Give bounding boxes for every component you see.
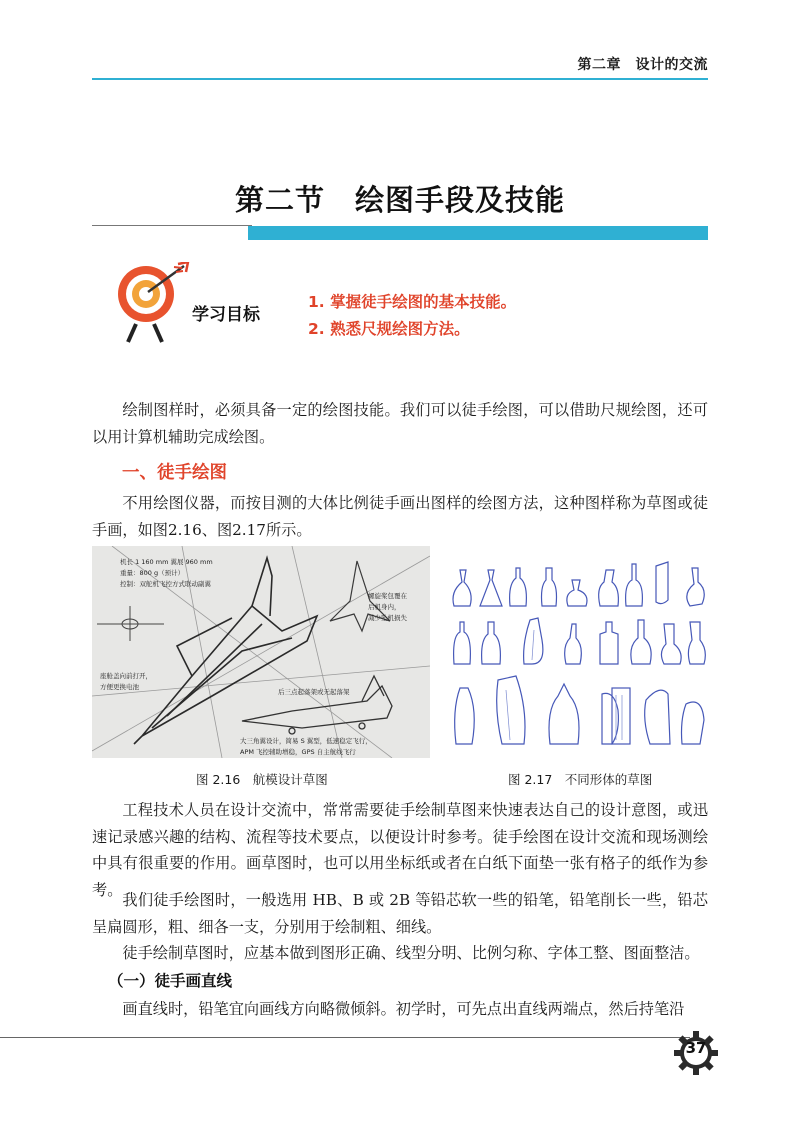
sketch-note: 大三角翼设计，简易 S 翼型，低速稳定飞行， — [240, 737, 372, 745]
target-icon — [118, 262, 198, 344]
objectives-list — [308, 289, 516, 343]
title-underline-thin — [92, 225, 252, 226]
paragraph: 绘制图样时，必须具备一定的绘图技能。我们可以徒手绘图，可以借助尺规绘图，还可以用计算机辅助完成绘图。 — [92, 401, 708, 446]
sketch-note: 螺旋桨包覆在 — [368, 592, 407, 600]
sketch-note: 后三点起落架或无起落架 — [278, 688, 350, 696]
objective-item: 1. 掌握徒手绘图的基本技能。 — [308, 293, 517, 311]
objectives-label: 学习目标 — [192, 305, 260, 325]
sketch-note: 机长 1 160 mm 翼展 960 mm — [120, 558, 213, 566]
section-title: 第二节 绘图手段及技能 — [234, 183, 565, 217]
sketch-note: 座舱盖向前打开， — [100, 672, 152, 680]
figure-caption: 图 2.16 航模设计草图 — [196, 772, 328, 787]
sketch-note: APM 飞控辅助增稳，GPS 自主航线飞行 — [240, 748, 356, 756]
page-number: 37 — [685, 1039, 707, 1057]
paragraph: 徒手绘制草图时，应基本做到图形正确、线型分明、比例匀称、字体工整、图面整洁。 — [122, 944, 700, 962]
figure-caption: 图 2.17 不同形体的草图 — [508, 772, 653, 787]
paragraph: 画直线时，铅笔宜向画线方向略微倾斜。初学时，可先点出直线两端点，然后持笔沿 — [122, 1000, 685, 1018]
sketch-note: 后机身内， — [368, 603, 401, 611]
subheading-straight-lines: （一）徒手画直线 — [108, 972, 233, 990]
title-underline-bar — [248, 226, 708, 240]
paragraph: 工程技术人员在设计交流中，常常需要徒手绘制草图来快速表达自己的设计意图，或迅速记录感兴趣的结构、流程等技术要点，以便设计时参考。徒手绘图在设计交流和现场测绘中具有很重要的作用。画草图时，也可以用坐标纸或者在白纸下面垫一张有格子的纸作为参考。 — [92, 801, 708, 899]
footer-rule — [0, 1037, 690, 1038]
figure-bottle-sketches — [446, 560, 708, 756]
sketch-note: 减少坠机损失 — [368, 614, 407, 622]
running-header: 第二章 设计的交流 — [577, 57, 708, 73]
objective-item: 2. 熟悉尺规绘图方法。 — [308, 320, 470, 338]
header-rule — [92, 78, 708, 80]
sketch-note: 重量：800 g（预计） — [120, 569, 185, 577]
sketch-note: 方便更换电池 — [100, 683, 139, 691]
paragraph: 不用绘图仪器，而按目测的大体比例徒手画出图样的绘图方法，这种图样称为草图或徒手画，如图2.16、图2.17所示。 — [92, 494, 708, 539]
paragraph: 我们徒手绘图时，一般选用 HB、B 或 2B 等铅芯软一些的铅笔，铅笔削长一些，铅芯呈扁圆形，粗、细各一支，分别用于绘制粗、细线。 — [92, 891, 708, 936]
sketch-note: 控制：双舵机飞控方式联动副翼 — [120, 580, 211, 588]
figure-aircraft-sketch — [92, 546, 430, 758]
heading-freehand: 一、徒手绘图 — [122, 463, 227, 483]
